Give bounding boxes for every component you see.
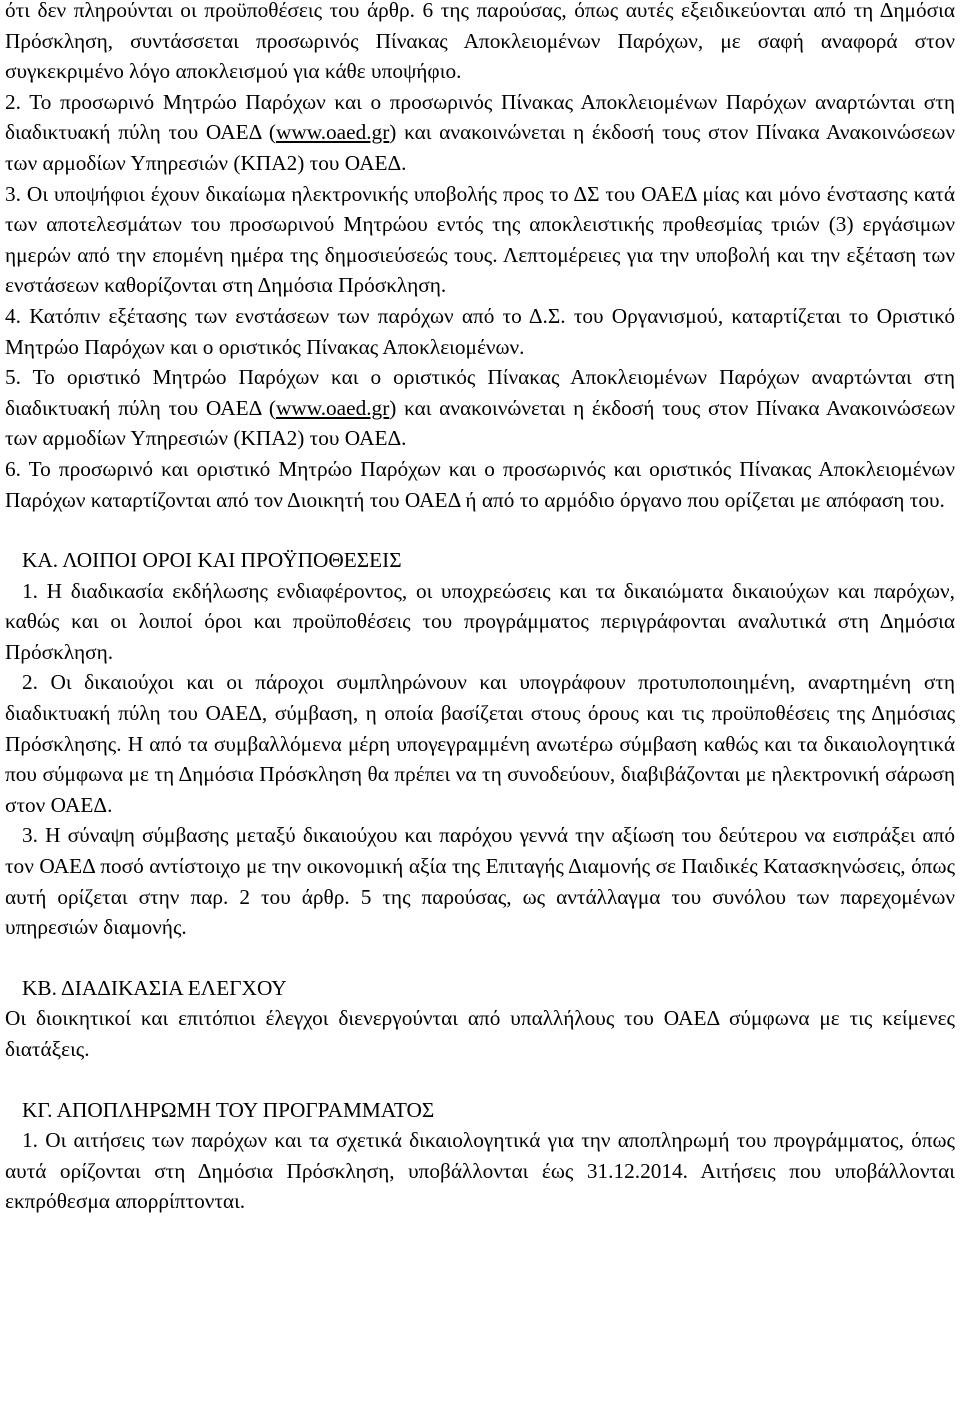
paragraph-item-6: 6. Το προσωρινό και οριστικό Μητρώο Παρόχων και ο προσωρινός και οριστικός Πίνακας Αποκλειομένων Παρόχων καταρτίζονται από τον Διοικητή του ΟΑΕΔ ή από το αρμόδιο όργανο που ορίζεται με απόφαση του. <box>5 456 955 512</box>
section-spacer <box>5 1065 955 1095</box>
document-page <box>5 0 955 1217</box>
paragraph-item-3: 3. Οι υποψήφιοι έχουν δικαίωμα ηλεκτρονικής υποβολής προς το ΔΣ του ΟΑΕΔ μίας και μόνο ένστασης κατά των αποτελεσμάτων του προσωρινού Μητρώου εντός της αποκλειστικής προθεσμίας τριών (3) εργάσιμων ημερών από την επομένη ημέρα της δημοσιεύσεώς τους. Λεπτομέρειες για την υποβολή και την εξέταση των ενστάσεων καθορίζονται στη Δημόσια Πρόσκληση. <box>5 181 955 298</box>
item-5-text-end: ) και ανακοινώνεται η έκδοσή τους στον Πίνακα Ανακοινώσεων των αρμοδίων Υπηρεσιών (ΚΠΑ2) του ΟΑΕΔ. <box>5 395 955 451</box>
paragraph-item-4: 4. Κατόπιν εξέτασης των ενστάσεων των παρόχων από το Δ.Σ. του Οργανισμού, καταρτίζεται το Οριστικό Μητρώο Παρόχων και ο οριστικός Πίνακας Αποκλειομένων. <box>5 303 955 359</box>
section-ka-heading: ΚΑ. ΛΟΙΠΟΙ ΟΡΟΙ ΚΑΙ ΠΡΟΫΠΟΘΕΣΕΙΣ <box>22 548 402 573</box>
section-kb-paragraph-1: Οι διοικητικοί και επιτόπιοι έλεγχοι διενεργούνται από υπαλλήλους του ΟΑΕΔ σύμφωνα με τις κείμενες διατάξεις. <box>5 1006 955 1061</box>
section-spacer <box>5 515 955 545</box>
oaed-website-link[interactable]: www.oaed.gr <box>275 120 390 145</box>
section-kg-heading: ΚΓ. ΑΠΟΠΛΗΡΩΜΗ ΤΟΥ ΠΡΟΓΡΑΜΜΑΤΟΣ <box>22 1097 435 1122</box>
oaed-website-link-2[interactable]: www.oaed.gr <box>275 395 390 420</box>
paragraph-item-2 <box>5 87 955 179</box>
section-kb-heading: ΚΒ. ΔΙΑΔΙΚΑΣΙΑ ΕΛΕΓΧΟΥ <box>22 975 287 1000</box>
section-spacer <box>5 943 955 973</box>
paragraph-item-5 <box>5 362 955 454</box>
item-5-text-start: 5. Το οριστικό Μητρώο Παρόχων και ο οριστικός Πίνακας Αποκλειομένων Παρόχων αναρτώνται στη διαδικτυακή πύλη του ΟΑΕΔ ( <box>5 365 955 420</box>
item-2-text-end: ) και ανακοινώνεται η έκδοσή τους στον Πίνακα Ανακοινώσεων των αρμοδίων Υπηρεσιών (ΚΠΑ2) του ΟΑΕΔ. <box>5 120 955 175</box>
section-kg-paragraph-1: 1. Οι αιτήσεις των παρόχων και τα σχετικά δικαιολογητικά για την αποπληρωμή του προγράμματος, όπως αυτά ορίζονται στη Δημόσια Πρόσκληση, υποβάλλονται έως 31.12.2014. Αιτήσεις που υποβάλλονται εκπρόθεσμα απορρίπτονται. <box>5 1128 955 1214</box>
section-ka-paragraph-1: 1. Η διαδικασία εκδήλωσης ενδιαφέροντος, οι υποχρεώσεις και τα δικαιώματα δικαιούχων και παρόχων, καθώς και οι λοιποί όροι και προϋποθέσεις του προγράμματος περιγράφονται αναλυτικά στη Δημόσια Πρόσκληση. <box>5 578 955 664</box>
section-ka-paragraph-2: 2. Οι δικαιούχοι και οι πάροχοι συμπληρώνουν και υπογράφουν προτυποποιημένη, αναρτημένη στη διαδικτυακή πύλη του ΟΑΕΔ, σύμβαση, η οποία βασίζεται στους όρους και τις προϋποθέσεις της Δημόσιας Πρόσκλησης. Η από τα συμβαλλόμενα μέρη υπογεγραμμένη ανωτέρω σύμβαση καθώς και τα δικαιολογητικά που σύμφωνα με τη Δημόσια Πρόσκληση θα πρέπει να τη συνοδεύουν, διαβιβάζονται με ηλεκτρονική σάρωση στον ΟΑΕΔ. <box>5 670 955 817</box>
item-2-text-start: 2. Το προσωρινό Μητρώο Παρόχων και ο προσωρινός Πίνακας Αποκλειομένων Παρόχων αναρτώνται στη διαδικτυακή πύλη του ΟΑΕΔ ( <box>5 89 955 145</box>
section-ka-paragraph-3: 3. Η σύναψη σύμβασης μεταξύ δικαιούχου και παρόχου γεννά την αξίωση του δεύτερου να εισπράξει από τον ΟΑΕΔ ποσό αντίστοιχο με την οικονομική αξία της Επιταγής Διαμονής σε Παιδικές Κατασκηνώσεις, όπως αυτή ορίζεται στην παρ. 2 του άρθρ. 5 της παρούσας, ως αντάλλαγμα του συνόλου των παρεχομένων υπηρεσιών διαμονής. <box>5 823 955 940</box>
paragraph-continuation: ότι δεν πληρούνται οι προϋποθέσεις του άρθρ. 6 της παρούσας, όπως αυτές εξειδικεύονται από τη Δημόσια Πρόσκληση, συντάσσεται προσωρινός Πίνακας Αποκλειομένων Παρόχων, με σαφή αναφορά στον συγκεκριμένο λόγο αποκλεισμού για κάθε υποψήφιο. <box>5 0 955 84</box>
